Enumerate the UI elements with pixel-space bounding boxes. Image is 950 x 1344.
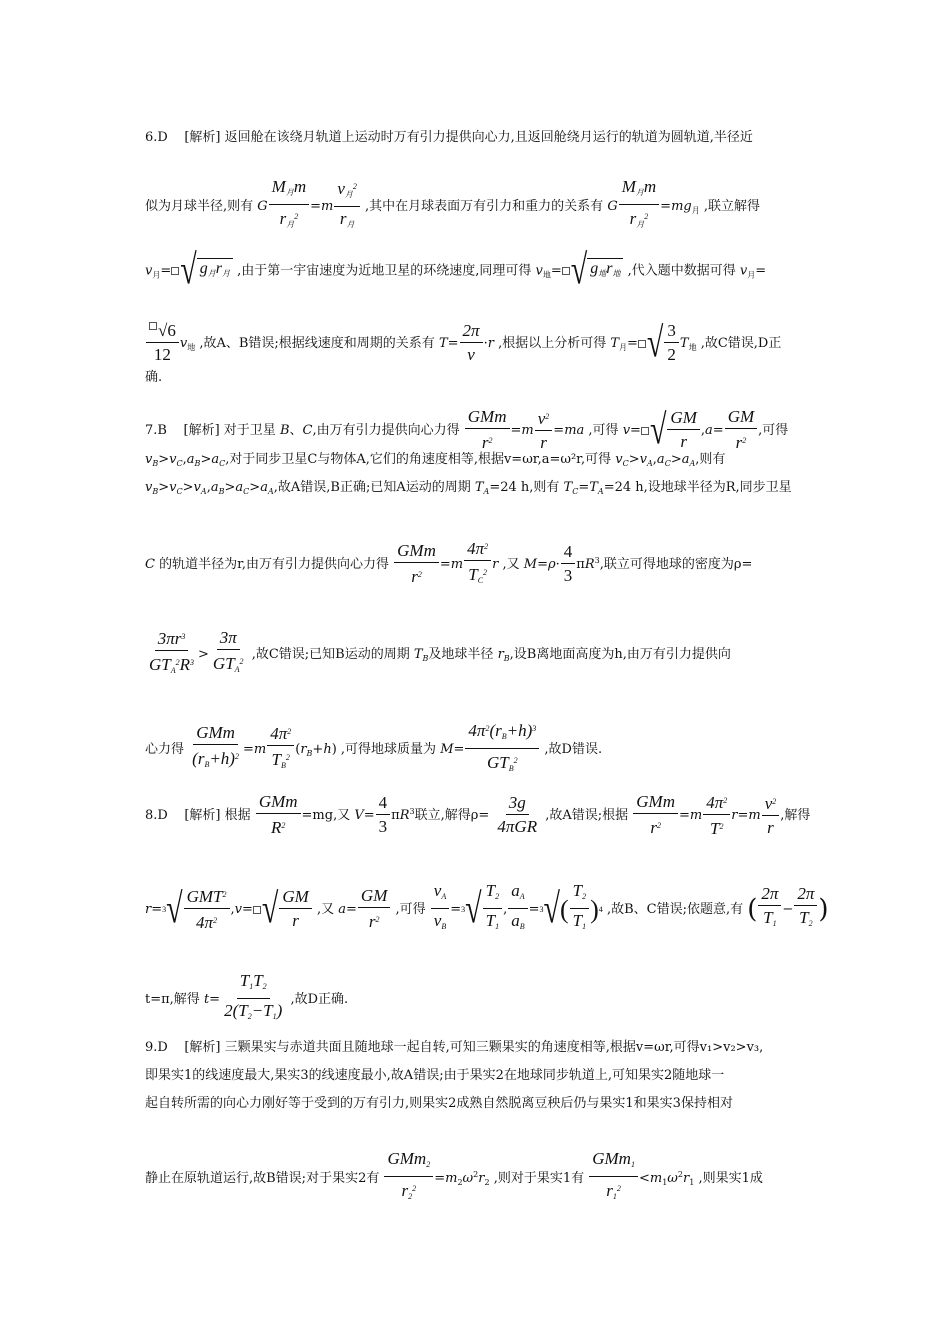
q6-line5 [145, 368, 162, 388]
q6-formula1: $M_月m$ $r_月^2$ [269, 176, 309, 237]
q6-line2: 似为月球半径,则有 G $M_月m$ $r_月^2$ =m $v_月^2$ $r_月$ ,其中在月球表面万有引力和重力的关系有 G $M_月m$ $r_月^2$ $=mg_月$ ,联立解得 [145, 176, 760, 237]
q7-text4c: ,联立可得地球的密度为ρ= [599, 557, 753, 572]
q6-text2a: 似为月球半径,则有 [145, 199, 254, 214]
q7-line2: $v_B>v_C,a_B>a_C$,对于同步卫星C与物体A,它们的角速度相等,根据v=ωr,a=ω²r,可得 $v_C>v_A,a_C>a_A$,则有 [145, 452, 726, 468]
q8-text2a: ,又 [316, 902, 335, 917]
q8-tag: [解析] [184, 808, 221, 823]
q7-formula11: $4\pi^2(r_B+h)^3$ $GT_B^2$ [465, 718, 539, 781]
q7-formula4: GMm $r^2$ [394, 540, 439, 589]
q7-formula1: GMm $r^2$ [465, 406, 510, 455]
q7-text1c: ,可得 [588, 423, 619, 438]
q6-radical2: √ $g_地r_地$ [562, 256, 624, 286]
q7-text6b: ,可得地球质量为 [340, 742, 437, 757]
q9-line1 [145, 1038, 763, 1058]
q7-text5b: 及地球半径 [428, 647, 494, 662]
q8-formula11: $\frac{2\pi}{T_2}$ [794, 883, 817, 936]
q8-formula4: GMm $r^2$ [633, 791, 678, 840]
q7-text4a: 的轨道半径为r,由万有引力提供向心力得 [159, 557, 390, 572]
q6-formula5: $\frac{2\pi}{v}$ [460, 320, 483, 367]
q9-line2 [145, 1066, 724, 1086]
q8-formula3: 3g 4πGR [497, 793, 538, 836]
q8-radical4: 3 √ ( $T_2$ $T_1$ ) 4 [539, 881, 603, 932]
q7-formula9: GMm $(r_B+h)^2$ [192, 723, 239, 769]
q6-label: 6.D [145, 130, 168, 145]
q8-line3: t=π,解得 t= $\frac{T_1T_2}{2(T_2-T_1)}$ ,故D正确. [145, 970, 348, 1029]
q8-formula12: $\frac{T_1T_2}{2(T_2-T_1)}$ [224, 971, 283, 1021]
q9-text4b: ,则对于果实1有 [493, 1171, 585, 1186]
q9-text2: 即果实1的线速度最大,果实3的线速度最小,故A错误;由于果实2在地球同步轨道上,可知果实2随地球一 [145, 1068, 725, 1083]
q8-radical2: √ GM r [253, 886, 313, 933]
q7-tag: [解析] [183, 423, 220, 438]
q8-text2c: ,故B、C错误;依题意,有 [606, 902, 744, 917]
q6-text2b: ,其中在月球表面万有引力和重力的关系有 [365, 199, 604, 214]
q8-formula9: $\frac{a_A}{a_B}$ [508, 880, 527, 939]
q7-formula10: $\frac{4\pi^2}{T_B^2}$ [267, 721, 294, 778]
q8-text1b: =mg,又 [301, 808, 351, 823]
q6-text1: 返回舱在该绕月轨道上运动时万有引力提供向心力,且返回舱绕月运行的轨道为圆轨道,半径近 [224, 130, 753, 145]
q6-radical1: √ $g_月r_月$ [171, 256, 233, 286]
q8-formula7: $\frac{GM}{r^2}$ [358, 885, 390, 934]
q6-text4c: ,故C错误,D正 [700, 336, 782, 351]
q8-text2b: ,可得 [395, 902, 426, 917]
q8-formula1: GMm $R^2$ [256, 791, 301, 840]
q7-formula7: $3\pi r^3$ $GT_A^2R^3$ [146, 626, 197, 683]
q7-radical1: √ GM r [641, 407, 701, 454]
q7-text5: ,故C错误;已知B运动的周期 [251, 647, 410, 662]
q8-formula10: $\frac{2\pi}{T_1}$ [758, 883, 781, 936]
q7-line6: 心力得 GMm $(r_B+h)^2$ =m $\frac{4\pi^2}{T_B^2}$ $(r_B+h)$ ,可得地球质量为 M= $4\pi^2(r_B+h)^3$ $GT_B^2$ ,故D错误. [145, 718, 602, 781]
q6-formula4: $\frac{√6}{12}$ [146, 320, 179, 367]
q6-tag: [解析] [184, 130, 221, 145]
q7-text3c: =24 h,设地球半径为R,同步卫星 [603, 480, 792, 495]
q7-text3b: =24 h,则有 [489, 480, 560, 495]
q6-text5: 确. [145, 370, 163, 385]
q9-text3: 起自转所需的向心力刚好等于受到的万有引力,则果实2成熟自然脱离豆秧后仍与果实1和果实3保持相对 [145, 1096, 733, 1111]
q6-radical3: √ 3 2 [638, 320, 680, 367]
q8-text1e: ,解得 [780, 808, 811, 823]
q6-text4b: ,根据以上分析可得 [498, 336, 607, 351]
q7-text6a: 心力得 [145, 742, 185, 757]
q6-line4: $\frac{√6}{12}$ $v_地$ ,故A、B错误;根据线速度和周期的关系有 T= $\frac{2\pi}{v}$ ·r ,根据以上分析可得 $T_月=$ √ 3 2 $T_地$ ,故C错误,D正 [145, 320, 781, 367]
q7-text6c: ,故D错误. [544, 742, 603, 757]
q7-line4: C 的轨道半径为r,由万有引力提供向心力得 GMm $r^2$ =m $\frac{4\pi^2}{T_C^2}$ r ,又 M=ρ· $\frac{4}{3}$ $\pi R^3$,联立可得地球的密度为ρ= [145, 536, 752, 593]
q6-text3b: ,代入题中数据可得 [627, 263, 736, 279]
q6-formula3: $M_月m$ $r_月^2$ [619, 176, 659, 237]
q7-text3a: ,故A错误,B正确;已知A运动的周期 [273, 480, 471, 495]
q6-text4a: ,故A、B错误;根据线速度和周期的关系有 [199, 336, 435, 351]
q7-formula8: 3π $GT_A^2$ [212, 628, 244, 674]
q7-formula6: $\frac{4}{3}$ [561, 541, 576, 588]
q8-formula8: $\frac{v_A}{v_B}$ [431, 880, 449, 939]
q7-line5: $3\pi r^3$ $GT_A^2R^3$ > 3π $GT_A^2$ ,故C错误;已知B运动的周期 $T_B$及地球半径 $r_B$,设B离地面高度为h,由万有引力提供向 [145, 626, 731, 683]
q9-label: 9.D [145, 1040, 168, 1055]
q6-formula2: $v_月^2$ $r_月$ [334, 176, 360, 237]
q8-text3a: t=π,解得 [145, 992, 200, 1007]
q8-text1c: 联立,解得ρ= [414, 808, 490, 823]
q8-line2: r= 3 √ GMT$^2$ $4\pi^2$ ,v= √ GM r ,又 a= $\frac{GM}{r^2}$ ,可得 $\frac{v_A}{v_B}$ = 3 √ $T_2$ $T_1$ , $\frac{a_A}{a_B}$ = 3 √ ( $T_2$ $T_1$ ) 4 ,故B、C错误;依题意,有 ( $\frac{2\pi}{T_1}$ − $\frac{2\pi}{T_2}$ ) [145, 880, 829, 939]
q7-line3: $v_B>v_C>v_A,a_B>a_C>a_A$,故A错误,B正确;已知A运动的周期 $T_A=24$ h,则有 $T_C=T_A=24$ h,设地球半径为R,同步卫星 [145, 480, 792, 496]
q9-formula2: GMm$_1$ $r_1^2$ [589, 1148, 638, 1209]
q7-text5c: ,设B离地面高度为h,由万有引力提供向 [509, 647, 731, 662]
q7-formula3: $\frac{GM}{r^2}$ [725, 406, 757, 455]
q8-text1a: 根据 [224, 808, 251, 823]
q9-formula1: GMm$_2$ $r_2^2$ [384, 1148, 433, 1209]
q7-text2: ,对于同步卫星C与物体A,它们的角速度相等,根据v=ωr,a=ω²r,可得 [225, 452, 612, 467]
q8-formula5: $\frac{4\pi^2}{T^2}$ [703, 790, 730, 841]
q7-text4b: ,又 [502, 557, 520, 572]
q9-line3 [145, 1094, 733, 1114]
q8-formula6: $\frac{v^2}{r}$ [762, 791, 780, 840]
q7-formula2: $\frac{v^2}{r}$ [535, 406, 553, 455]
q8-radical1: 3 √ GMT$^2$ $4\pi^2$ [162, 884, 230, 935]
q9-line4: 静止在原轨道运行,故B错误;对于果实2有 GMm$_2$ $r_2^2$ $=m_2\omega^2r_2$ ,则对于果实1有 GMm$_1$ $r_1^2$ $<m_1\omega^2r_1$ ,则果实1成 [145, 1148, 763, 1209]
q8-label: 8.D [145, 808, 168, 823]
q6-line1 [145, 128, 753, 148]
q7-formula5: $\frac{4\pi^2}{T_C^2}$ [464, 536, 491, 593]
q7-text1a: 对于卫星 [223, 423, 276, 438]
q8-formula2: $\frac{4}{3}$ [376, 792, 391, 839]
q6-text3a: ,由于第一宇宙速度为近地卫星的环绕速度,同理可得 [237, 263, 532, 279]
q7-text1b: 由万有引力提供向心力得 [316, 423, 460, 438]
q7-line1: 7.B [解析] 对于卫星 B、C,由万有引力提供向心力得 GMm $r^2$ =m $\frac{v^2}{r}$ =ma ,可得 v= √ GM r ,a= $\frac{GM}{r^2}$ ,可得 [145, 406, 788, 455]
q6-line3: $v_月=$ √ $g_月r_月$ ,由于第一宇宙速度为近地卫星的环绕速度,同理可得 $v_地=$ √ $g_地r_地$ ,代入题中数据可得 $v_月=$ [145, 247, 767, 294]
q7-label: 7.B [145, 423, 167, 438]
q7-text2b: ,则有 [695, 452, 726, 467]
q9-tag: [解析] [184, 1040, 221, 1055]
q6-text2c: ,联立解得 [703, 199, 761, 214]
q8-radical3: 3 √ $T_2$ $T_1$ [461, 880, 503, 939]
q8-line1: 8.D [解析] 根据 GMm $R^2$ =mg,又 V= $\frac{4}{3}$ $\pi R^3$联立,解得ρ= 3g 4πGR ,故A错误;根据 GMm $r^2$ =m $\frac{4\pi^2}{T^2}$ r=m $\frac{v^2}{r}$ ,解得 [145, 790, 810, 841]
q9-text4a: 静止在原轨道运行,故B错误;对于果实2有 [145, 1171, 380, 1186]
q9-text4c: ,则果实1成 [698, 1171, 763, 1186]
q8-text1d: ,故A错误;根据 [545, 808, 629, 823]
q8-text3b: ,故D正确. [290, 992, 349, 1007]
q9-text1: 三颗果实与赤道共面且随地球一起自转,可知三颗果实的角速度相等,根据v=ωr,可得v₁>v₂>v₃, [224, 1040, 764, 1055]
